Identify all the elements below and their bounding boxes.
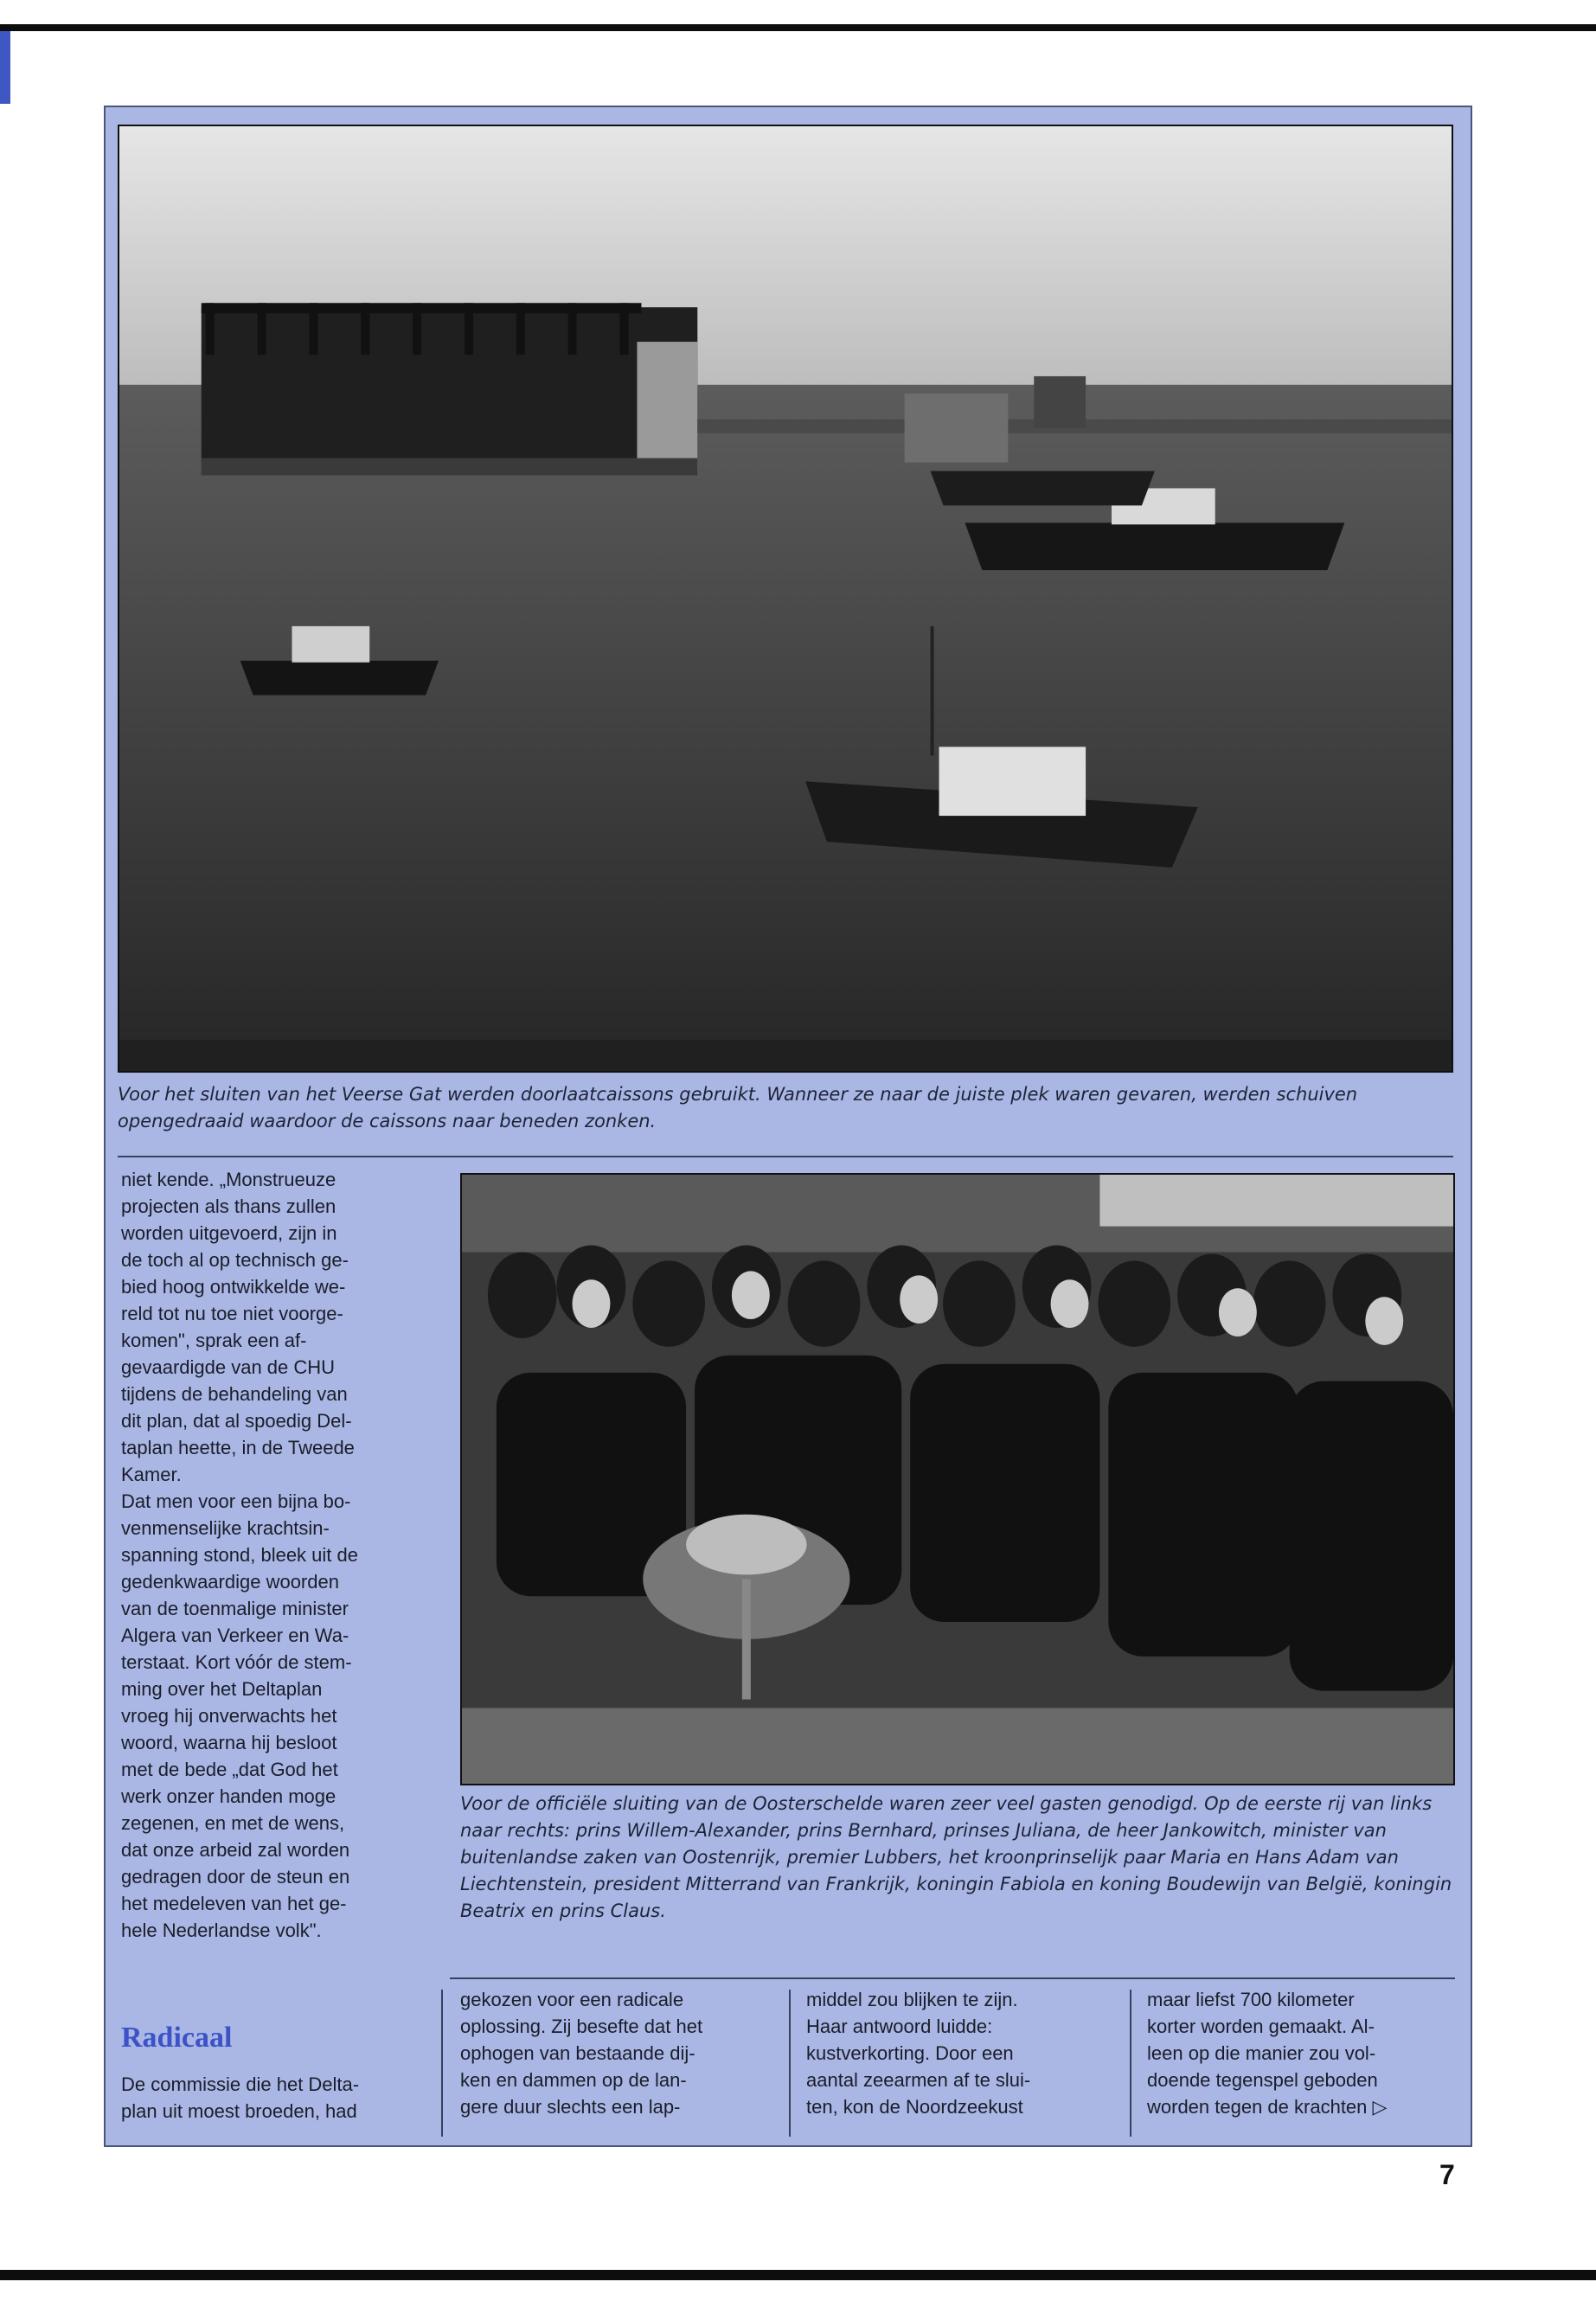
divider-below-middle-caption	[450, 1977, 1455, 1979]
photo-caissons-veerse-gat	[118, 125, 1453, 1073]
photo-guests-image	[462, 1175, 1453, 1784]
column-divider-2	[789, 1990, 791, 2137]
article-column-1-continued: De commissie die het Delta- plan uit moest broeden, had	[121, 2073, 360, 2122]
photo-guests-oosterschelde	[460, 1173, 1455, 1785]
article-column-4-text: maar liefst 700 kilometer korter worden gemaakt. Al- leen op die manier zou vol- doende tegenspel geboden worden tegen de krachten ▷	[1147, 1989, 1388, 2118]
article-column-1-text: niet kende. „Monstrueuze projecten als thans zullen worden uitgevoerd, zijn in de toch al op technisch ge- bied hoog ontwikkelde we- reld tot nu toe niet voorge- komen", sprak een af- gevaardigde van de CHU tijdens de behandeling van dit plan, dat al spoedig Del- taplan heette, in de Tweede Kamer. Dat men voor een bijna bo- venmenselijke krachtsin- spanning stond, bleek uit de gedenkwaardige woorden van de toenmalige minister Algera van Verkeer en Wa- terstaat. Kort vóór de stem- ming over het Deltaplan vroeg hij onverwachts het woord, waarna hij besloot met de bede „dat God het werk onzer handen moge zegenen, en met de wens, dat onze arbeid zal worden gedragen door de steun en het medeleven van het ge- hele Nederlandse volk".	[121, 1169, 358, 1941]
column-divider-3	[1130, 1990, 1131, 2137]
column-divider-1	[441, 1990, 443, 2137]
photo-caption-caissons: Voor het sluiten van het Veerse Gat werden doorlaatcaissons gebruikt. Wanneer ze naar de juiste plek waren gevaren, werden schuiven opengedraaid waardoor de caissons naar beneden zonken.	[118, 1084, 1358, 1131]
divider-below-top-caption	[118, 1156, 1453, 1157]
top-rule	[0, 24, 1596, 31]
article-column-3-text: middel zou blijken te zijn. Haar antwoord luidde: kustverkorting. Door een aantal zeearmen af te slui- ten, kon de Noordzeekust	[806, 1989, 1031, 2118]
article-column-2-text: gekozen voor een radicale oplossing. Zij besefte dat het ophogen van bestaande dij- ken en dammen op de lan- gere duur slechts een lap-	[460, 1989, 703, 2118]
bottom-rule	[0, 2270, 1596, 2280]
photo-caissons-image	[119, 126, 1452, 1071]
section-heading-radicaal: Radicaal	[121, 2022, 233, 2054]
page-number: 7	[1439, 2159, 1455, 2190]
photo-caption-guests: Voor de officiële sluiting van de Oosterschelde waren zeer veel gasten genodigd. Op de eerste rij van links naar rechts: prins Willem-Alexander, prins Bernhard, prinses Juliana, de heer Jankowitch, minister van buitenlandse zaken van Oostenrijk, premier Lubbers, het kroonprinselijk paar Maria en Hans Adam van Liechtenstein, president Mitterrand van Frankrijk, koningin Fabiola en koning Boudewijn van België, koningin Beatrix en prins Claus.	[460, 1793, 1452, 1921]
left-accent-bar	[0, 31, 10, 104]
